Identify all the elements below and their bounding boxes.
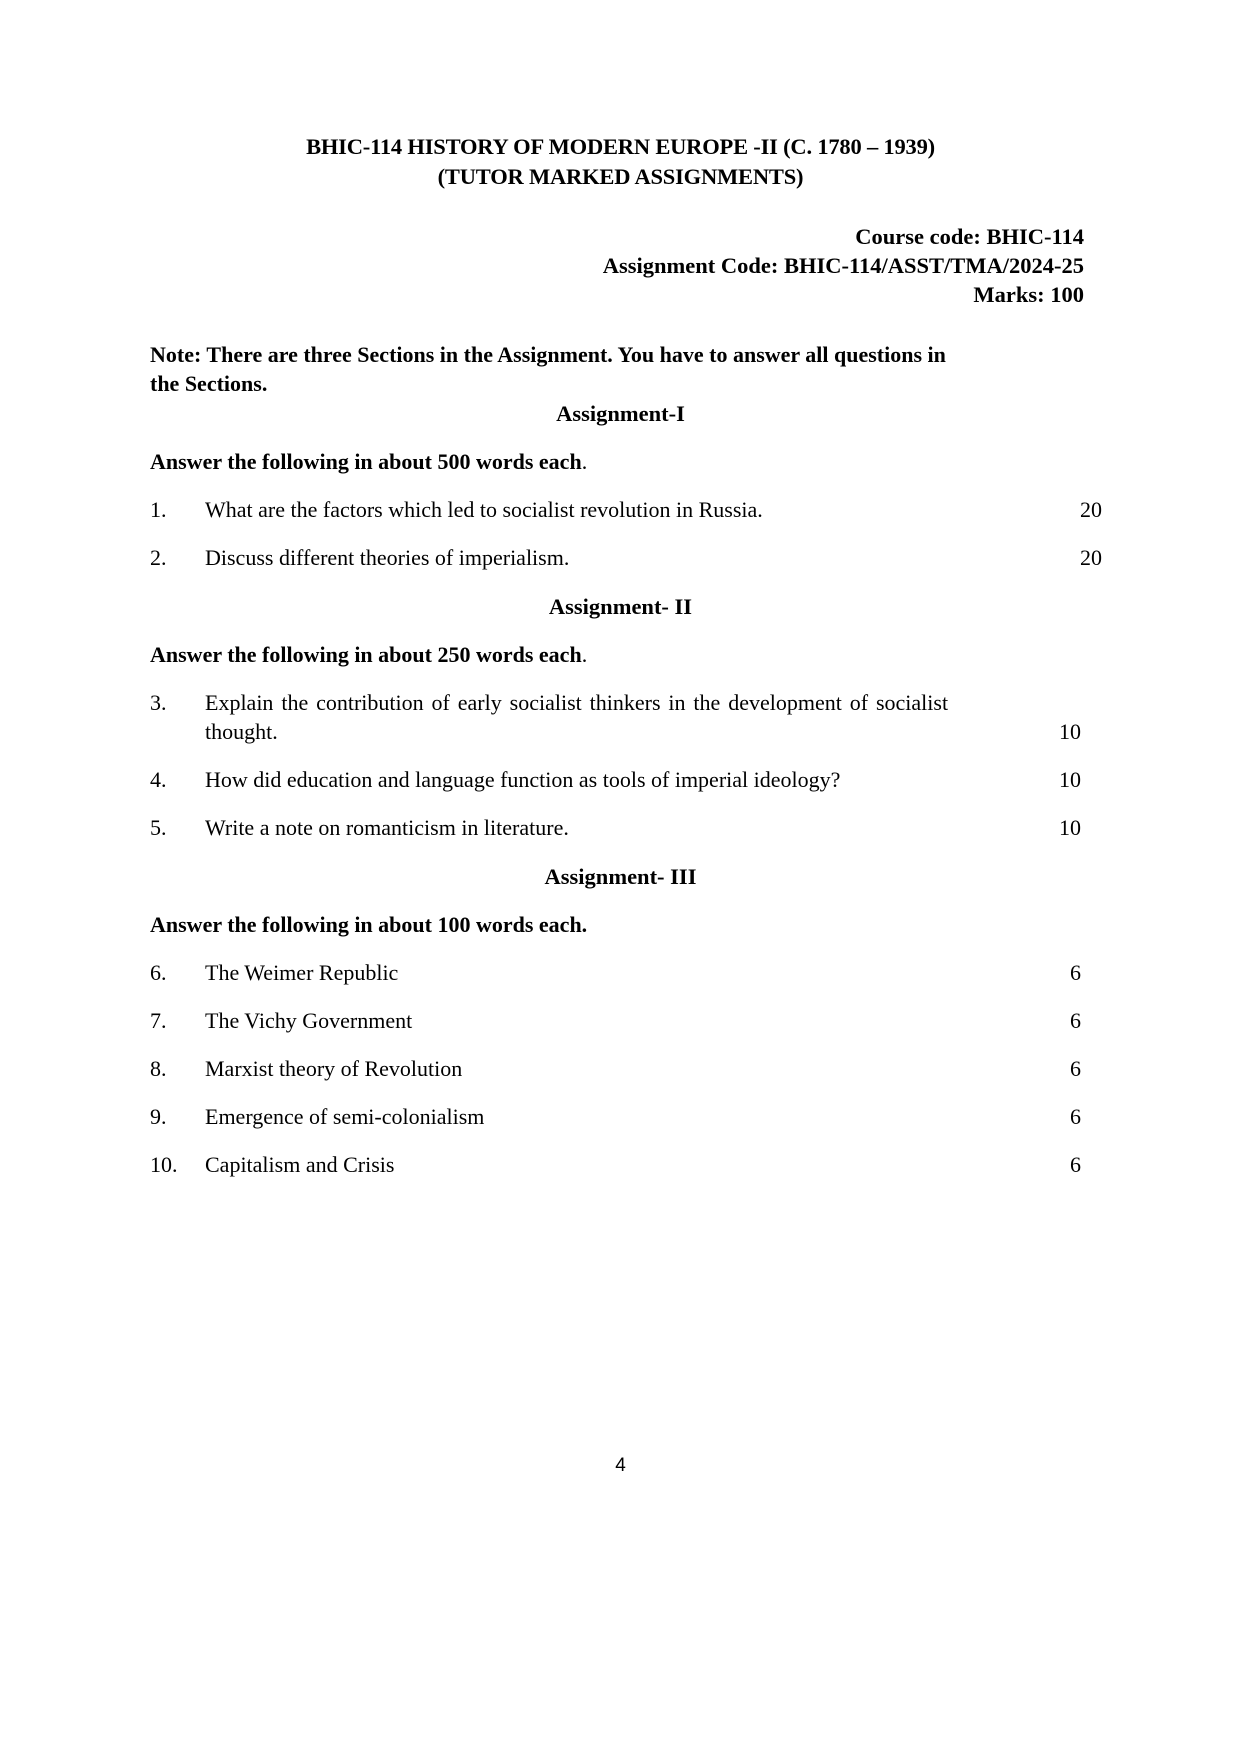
question-text: The Vichy Government	[205, 1008, 413, 1033]
question-number: 9.	[150, 1104, 167, 1129]
document-subtitle: (TUTOR MARKED ASSIGNMENTS)	[437, 164, 804, 189]
assignment-code: Assignment Code: BHIC-114/ASST/TMA/2024-25	[602, 253, 1084, 278]
question-number: 3.	[150, 690, 167, 715]
instruction-text: Answer the following in about 500 words each	[150, 449, 582, 474]
document-title: BHIC-114 HISTORY OF MODERN EUROPE -II (C. 1780 – 1939)	[306, 134, 935, 159]
question-text-continued: thought.	[205, 719, 278, 744]
question-marks: 10	[1059, 815, 1081, 840]
question-text: How did education and language function as tools of imperial ideology?	[205, 767, 841, 792]
note-line-1: Note: There are three Sections in the Assignment. You have to answer all questions in	[150, 342, 946, 367]
instruction-period: .	[581, 449, 588, 474]
question-marks: 6	[1070, 960, 1081, 985]
instruction-text: Answer the following in about 250 words each	[150, 642, 582, 667]
question-text: The Weimer Republic	[205, 960, 399, 985]
question-marks: 20	[1080, 497, 1102, 522]
note-line-2: the Sections.	[150, 371, 268, 396]
question-marks: 10	[1059, 719, 1081, 744]
question-text: Discuss different theories of imperialism.	[205, 545, 570, 570]
question-marks: 6	[1070, 1104, 1081, 1129]
section-heading-2: Assignment- II	[548, 594, 693, 619]
question-text: Marxist theory of Revolution	[205, 1056, 463, 1081]
page-number: 4	[615, 1455, 626, 1476]
question-number: 8.	[150, 1056, 167, 1081]
question-number: 7.	[150, 1008, 167, 1033]
question-marks: 6	[1070, 1008, 1081, 1033]
question-number: 4.	[150, 767, 167, 792]
instruction-period: .	[581, 642, 588, 667]
section-heading-3: Assignment- III	[544, 864, 697, 889]
question-number: 2.	[150, 545, 167, 570]
question-marks: 6	[1070, 1152, 1081, 1177]
section-heading-1: Assignment-I	[556, 401, 685, 426]
section-instruction-3	[150, 912, 587, 938]
question-text: Write a note on romanticism in literature.	[205, 815, 569, 840]
question-number: 10.	[150, 1152, 178, 1177]
question-marks: 10	[1059, 767, 1081, 792]
question-number: 5.	[150, 815, 167, 840]
question-number: 6.	[150, 960, 167, 985]
instruction-text: Answer the following in about 100 words each.	[150, 912, 588, 937]
question-text: Emergence of semi-colonialism	[205, 1104, 485, 1129]
question-text: Capitalism and Crisis	[205, 1152, 395, 1177]
course-code: Course code: BHIC-114	[855, 224, 1084, 249]
question-marks: 20	[1080, 545, 1102, 570]
total-marks: Marks: 100	[973, 282, 1084, 307]
section-instruction-1	[150, 449, 587, 475]
question-text: Explain the contribution of early socialist thinkers in the development of socialist	[205, 690, 949, 715]
question-text: What are the factors which led to socialist revolution in Russia.	[205, 497, 763, 522]
question-marks: 6	[1070, 1056, 1081, 1081]
section-instruction-2	[150, 642, 587, 668]
question-number: 1.	[150, 497, 167, 522]
